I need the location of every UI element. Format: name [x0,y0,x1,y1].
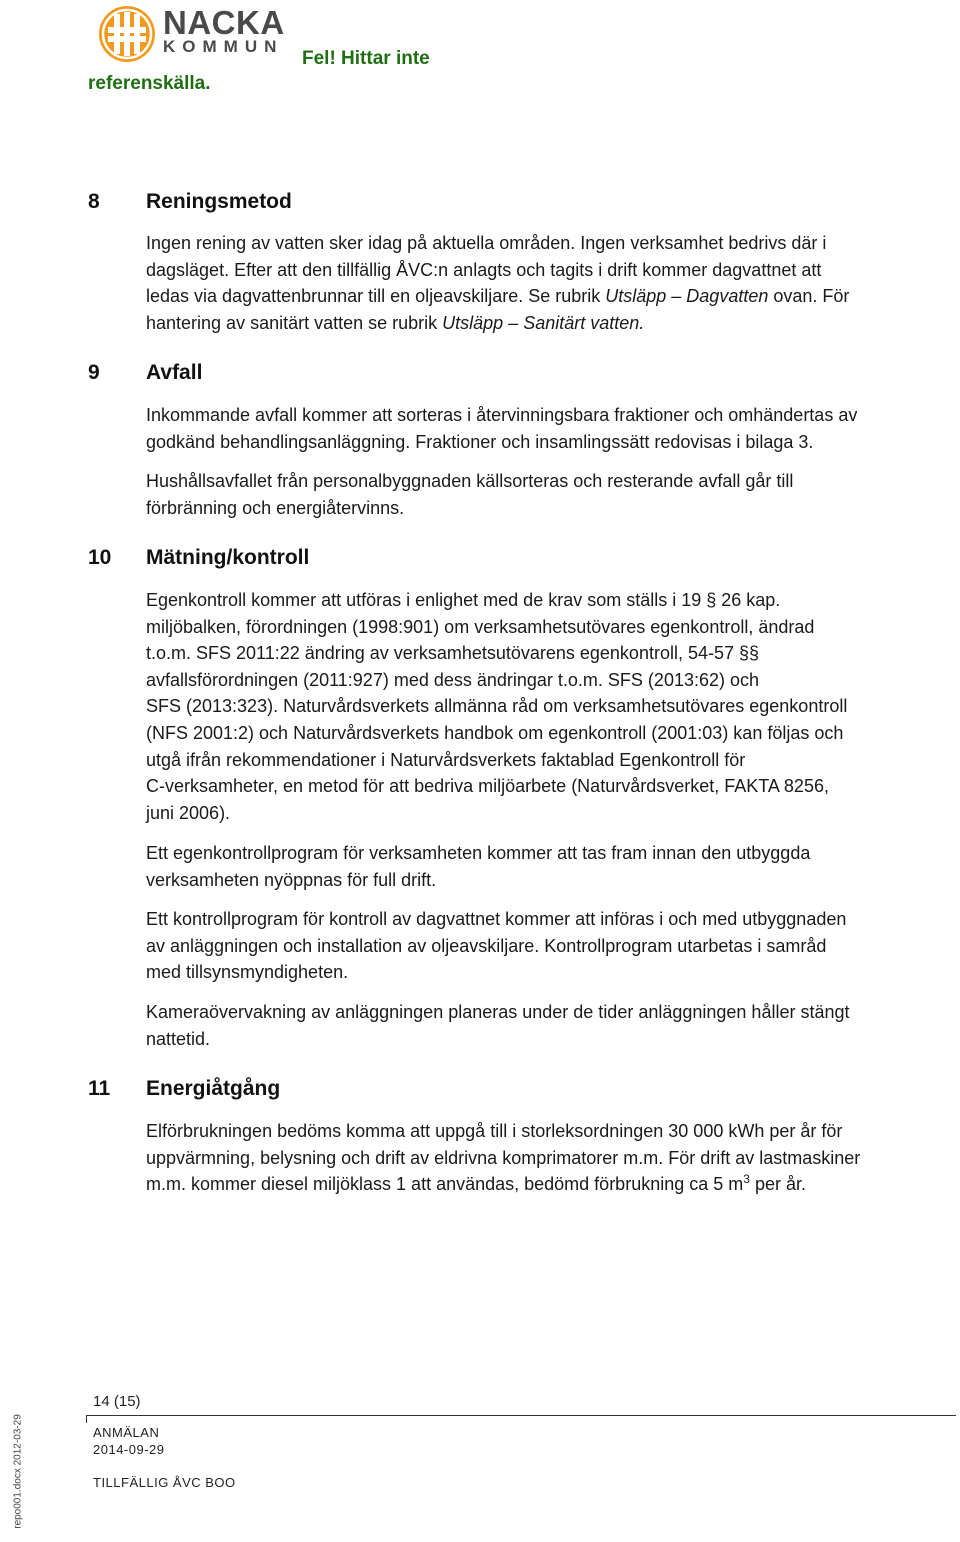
text-line: miljöbalken, förordningen (1998:901) om verksamhetsutövares egenkontroll, ändrad [146,616,815,637]
text-span: per år. [749,1174,806,1195]
paragraph [146,468,793,521]
footer-divider [86,1415,956,1416]
section-title-matning-kontroll: Mätning/kontroll [146,546,310,569]
paragraph [146,840,810,893]
paragraph [146,999,850,1052]
text-line: godkänd behandlingsanläggning. Fraktioner och insamlingssätt redovisas i bilaga 3. [146,431,814,452]
cross-reference: Utsläpp – Sanitärt vatten. [442,312,645,333]
text-line: Egenkontroll kommer att utföras i enlighet med de krav som ställs i 19 § 26 kap. [146,590,781,610]
section-title-avfall: Avfall [146,361,203,384]
paragraph [146,402,857,455]
text-line: SFS (2013:323). Naturvårdsverkets allmänna råd om verksamhetsutövares egenkontroll [146,696,848,717]
text-span: m.m. kommer diesel miljöklass 1 att användas, bedömd förbrukning ca 5 m [146,1174,744,1195]
cross-reference: Utsläpp – Dagvatten [605,286,769,307]
text-span: hantering av sanitärt vatten se rubrik [146,312,443,333]
brand-name: NACKA [163,4,285,41]
reference-error-text: Fel! Hittar inte [302,48,430,69]
text-line [146,1171,860,1198]
text-line: uppvärmning, belysning och drift av eldrivna komprimatorer m.m. För drift av lastmaskiner [146,1147,861,1168]
text-line: Ett kontrollprogram för kontroll av dagvattnet kommer att införas i och med utbyggnaden [146,909,847,929]
text-line: nattetid. [146,1028,211,1049]
text-line: Hushållsavfallet från personalbyggnaden källsorteras och resterande avfall går till [146,471,794,491]
text-line: (NFS 2001:2) och Naturvårdsverkets handbok om egenkontroll (2001:03) kan följas och [146,722,844,743]
text-line: Ingen rening av vatten sker idag på aktuella områden. Ingen verksamhet bedrivs där i [146,233,827,253]
section-number: 10 [88,546,112,569]
text-line: dagsläget. Efter att den tillfällig ÅVC:n anlagts och tagits i drift kommer dagvattnet att [146,259,822,280]
text-line [146,310,849,337]
brand-subtitle: KOMMUN [163,37,284,56]
section-number: 11 [88,1077,111,1100]
text-line: avfallsförordningen (2011:927) med dess ändringar t.o.m. SFS (2013:62) och [146,669,760,690]
section-title-energiatgang: Energiåtgång [146,1077,281,1100]
text-line: Inkommande avfall kommer att sorteras i återvinningsbara fraktioner och omhändertas av [146,405,858,425]
section-title-reningsmetod: Reningsmetod [146,190,292,213]
reference-error-text-continued: referenskälla. [88,73,211,94]
template-code: repo001.docx 2012-03-29 [12,1414,24,1529]
footer-divider-tick [86,1415,87,1423]
section-number: 9 [88,361,100,384]
footer-doc-type: ANMÄLAN [93,1425,160,1440]
paragraph [146,1118,860,1198]
page-number: 14 (15) [93,1393,141,1410]
section-number: 8 [88,190,100,213]
text-line: juni 2006). [146,802,231,823]
text-line: C-verksamheter, en metod för att bedriva miljöarbete (Naturvårdsverket, FAKTA 8256, [146,776,829,797]
text-line: Kameraövervakning av anläggningen planeras under de tider anläggningen håller stängt [146,1002,850,1022]
text-span: ovan. För [768,286,850,307]
text-line: verksamheten nyöppnas för full drift. [146,869,437,890]
text-line: av anläggningen och installation av oljeavskiljare. Kontrollprogram utarbetas i samråd [146,935,827,956]
superscript: 3 [743,1172,750,1187]
footer-date: 2014-09-29 [93,1442,165,1457]
text-line: utgå ifrån rekommendationer i Naturvårdsverkets faktablad Egenkontroll för [146,749,746,770]
paragraph [146,587,847,826]
text-line [146,283,849,310]
text-line: Ett egenkontrollprogram för verksamheten kommer att tas fram innan den utbyggda [146,843,811,863]
text-line: förbränning och energiåtervinns. [146,497,405,518]
paragraph [146,230,849,336]
footer-subject: TILLFÄLLIG ÅVC BOO [93,1475,236,1490]
text-line: Elförbrukningen bedöms komma att uppgå till i storleksordningen 30 000 kWh per år för [146,1121,843,1141]
text-line: t.o.m. SFS 2011:22 ändring av verksamhetsutövarens egenkontroll, 54-57 §§ [146,643,760,664]
paragraph [146,906,846,986]
text-span: ledas via dagvattenbrunnar till en oljeavskiljare. Se rubrik [146,286,606,307]
text-line: med tillsynsmyndigheten. [146,962,349,983]
